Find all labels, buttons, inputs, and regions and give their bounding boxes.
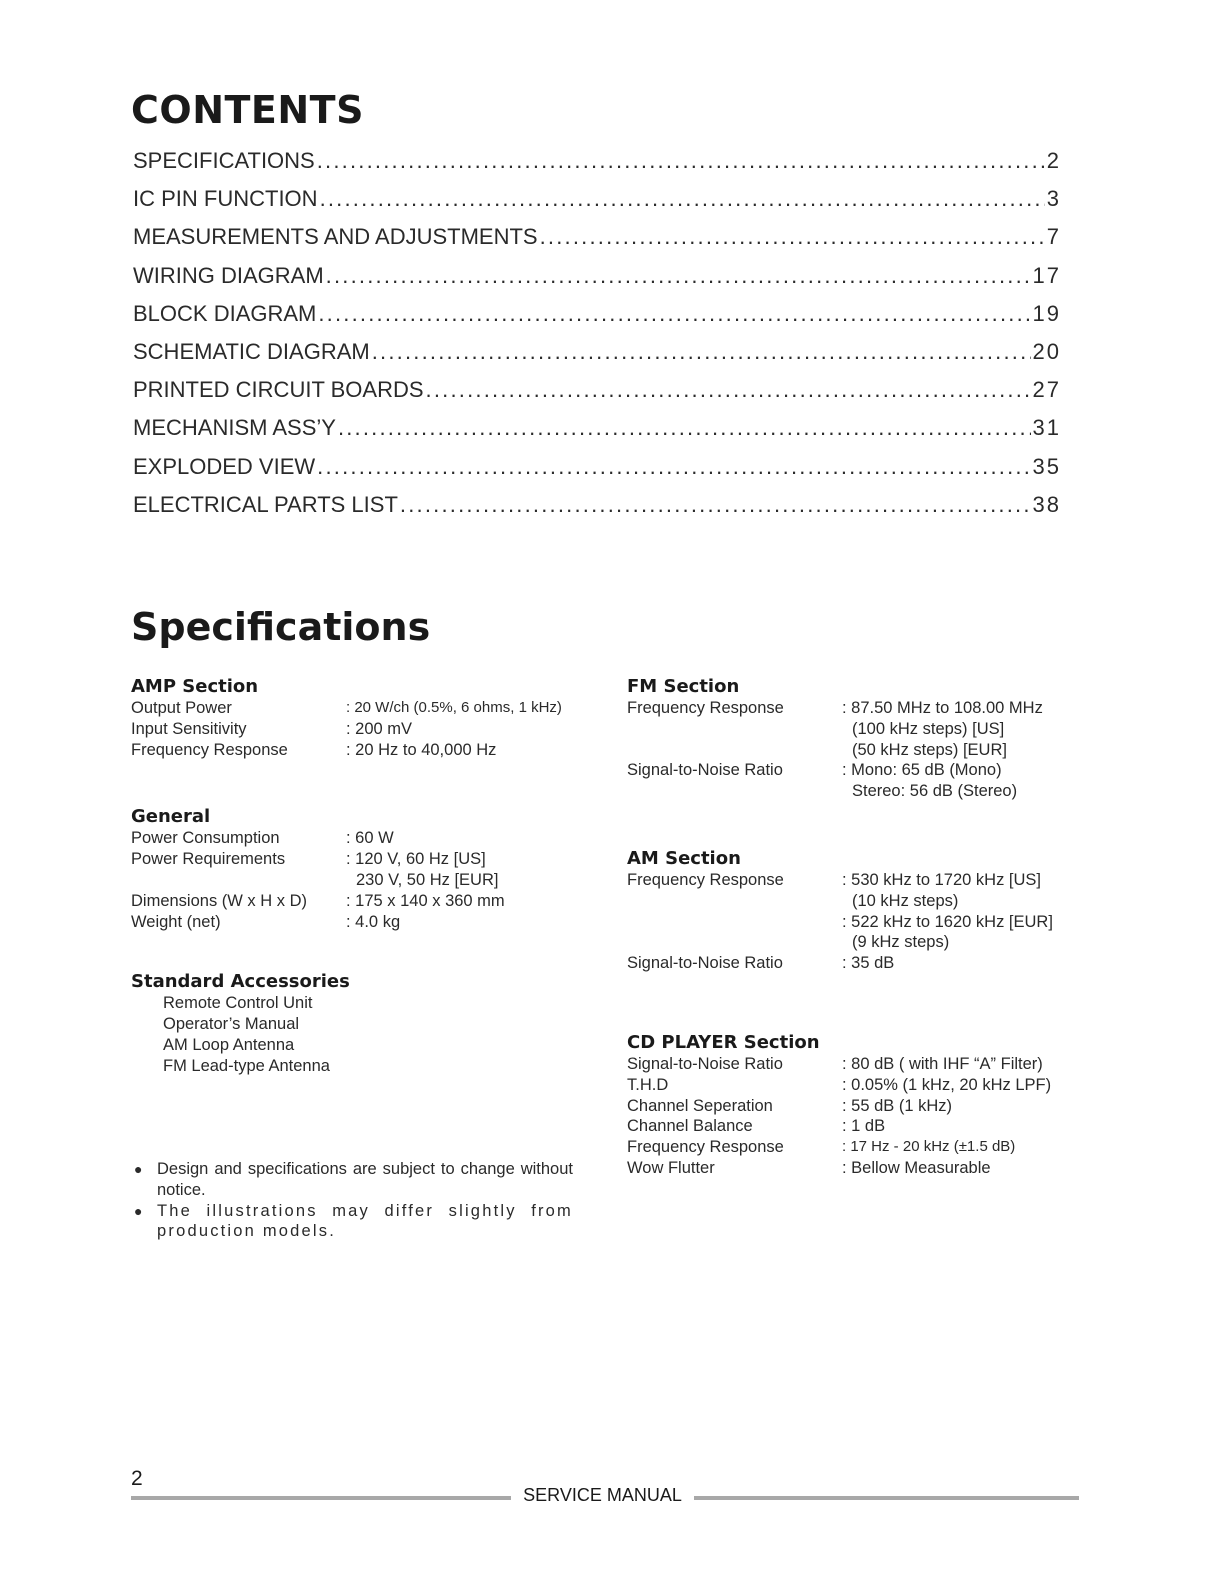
spec-row (131, 740, 591, 761)
toc-entry-title: BLOCK DIAGRAM (133, 300, 317, 326)
toc-entry[interactable] (133, 492, 1061, 530)
toc-entry[interactable] (133, 339, 1061, 377)
contents-heading: CONTENTS (131, 88, 364, 132)
toc-entry-page: 20 (1032, 338, 1061, 364)
toc-entry-title: SCHEMATIC DIAGRAM (133, 338, 370, 364)
toc-entry-title: EXPLODED VIEW (133, 453, 316, 479)
toc-entry-page: 2 (1046, 148, 1061, 173)
accessories-section-title: Standard Accessories (131, 971, 350, 993)
general-section-title: General (131, 806, 211, 828)
toc-entry-page: 3 (1046, 186, 1061, 212)
amp-section (131, 676, 591, 760)
accessory-item: FM Lead-type Antenna (163, 1056, 330, 1075)
specs-right-column (627, 676, 1087, 1179)
spec-value: : 60 W (346, 829, 394, 848)
spec-label: Frequency Response (627, 870, 784, 889)
spec-value-line: 230 V, 50 Hz [EUR] (356, 870, 499, 889)
cd-player-section (627, 1032, 1087, 1179)
general-section (131, 806, 591, 932)
spec-value: : 1 dB (842, 1117, 886, 1136)
toc-entry[interactable] (133, 415, 1061, 453)
toc-entry-page: 27 (1032, 377, 1061, 403)
spec-row (627, 1116, 1087, 1137)
am-section (627, 848, 1087, 974)
note-text: Design and specifications are subject to change without notice. (157, 1160, 573, 1199)
accessory-item: AM Loop Antenna (163, 1035, 295, 1054)
spec-value: : 35 dB (842, 954, 895, 973)
toc-entry[interactable] (133, 377, 1061, 415)
toc-entry[interactable] (133, 263, 1061, 301)
toc-dot-leader (426, 377, 1031, 403)
spec-row (131, 719, 591, 740)
spec-row (131, 828, 591, 849)
spec-row (627, 870, 1087, 953)
toc-entry[interactable] (133, 148, 1061, 186)
spec-label: Dimensions (W x H x D) (131, 891, 308, 910)
toc-entry-page: 35 (1032, 453, 1061, 479)
spec-row (627, 760, 1087, 802)
toc-entry[interactable] (133, 224, 1061, 262)
spec-value (842, 698, 1043, 760)
spec-value-line: : 87.50 MHz to 108.00 MHz (842, 699, 1043, 717)
spec-row (627, 698, 1087, 760)
spec-value: : 20 W/ch (0.5%, 6 ohms, 1 kHz) (346, 699, 562, 716)
toc-entry-page: 38 (1032, 491, 1061, 517)
cd-section-title: CD PLAYER Section (627, 1031, 820, 1053)
spec-value: : 55 dB (1 kHz) (842, 1096, 953, 1115)
toc-dot-leader (326, 263, 1031, 289)
spec-label: Signal-to-Noise Ratio (627, 1054, 783, 1073)
table-of-contents (133, 148, 1061, 530)
toc-entry-title: IC PIN FUNCTION (133, 186, 318, 212)
am-section-title: AM Section (627, 847, 741, 869)
spec-row (131, 849, 591, 891)
toc-dot-leader (540, 224, 1045, 250)
page-number: 2 (131, 1467, 143, 1490)
notes-list (131, 1159, 573, 1242)
bullet-icon: ● (134, 1202, 143, 1219)
spec-value: : 80 dB ( with IHF “A” Filter) (842, 1054, 1043, 1073)
spec-row (131, 891, 591, 912)
spec-label: Frequency Response (627, 699, 784, 717)
footer-rule (131, 1496, 511, 1500)
spec-value: : 17 Hz - 20 kHz (±1.5 dB) (842, 1138, 1016, 1156)
bullet-icon: ● (134, 1161, 143, 1177)
spec-row (627, 1137, 1087, 1158)
note-item (131, 1201, 573, 1243)
spec-value-line: (10 kHz steps) (852, 891, 959, 910)
spec-row (627, 1158, 1087, 1179)
footer-label: SERVICE MANUAL (523, 1485, 682, 1505)
spec-label: Channel Balance (627, 1117, 753, 1136)
spec-value-line: : Mono: 65 dB (Mono) (842, 761, 1002, 780)
spec-value-line: : 120 V, 60 Hz [US] (346, 850, 486, 869)
spec-value-line: : 530 kHz to 1720 kHz [US] (842, 870, 1042, 889)
spec-label: Power Requirements (131, 850, 286, 869)
spec-row (131, 698, 591, 719)
toc-dot-leader (320, 186, 1045, 212)
toc-entry-page: 7 (1046, 224, 1061, 250)
toc-entry-title: MEASUREMENTS AND ADJUSTMENTS (133, 224, 538, 250)
spec-label: T.H.D (627, 1075, 669, 1094)
toc-entry-title: ELECTRICAL PARTS LIST (133, 491, 398, 517)
spec-value-line: : 522 kHz to 1620 kHz [EUR] (842, 912, 1053, 931)
toc-dot-leader (338, 415, 1031, 441)
specifications-heading: Specifications (131, 605, 431, 649)
accessory-item: Remote Control Unit (163, 994, 313, 1013)
toc-dot-leader (400, 492, 1031, 518)
toc-entry[interactable] (133, 454, 1061, 492)
accessory-item: Operator’s Manual (163, 1015, 300, 1034)
spec-value-line: (50 kHz steps) [EUR] (852, 740, 1007, 759)
toc-entry-title: WIRING DIAGRAM (133, 262, 324, 288)
spec-value-line: (9 kHz steps) (852, 933, 950, 952)
spec-label: Wow Flutter (627, 1158, 715, 1177)
spec-label: Signal-to-Noise Ratio (627, 954, 783, 973)
spec-label: Channel Seperation (627, 1096, 773, 1115)
spec-value-line: Stereo: 56 dB (Stereo) (852, 782, 1018, 801)
spec-label: Input Sensitivity (131, 719, 247, 738)
toc-entry-page: 17 (1032, 262, 1061, 288)
spec-label: Frequency Response (627, 1138, 784, 1157)
spec-label: Weight (net) (131, 912, 221, 931)
toc-entry-page: 19 (1032, 300, 1061, 326)
spec-value (842, 870, 1053, 953)
spec-value: : 200 mV (346, 719, 413, 738)
spec-value: : 20 Hz to 40,000 Hz (346, 740, 497, 759)
spec-value: : 4.0 kg (346, 912, 401, 931)
spec-value (842, 760, 1017, 802)
spec-row (627, 1054, 1087, 1075)
toc-entry-title: PRINTED CIRCUIT BOARDS (133, 377, 424, 403)
toc-entry-title: SPECIFICATIONS (133, 148, 315, 173)
spec-label: Power Consumption (131, 829, 280, 848)
amp-section-title: AMP Section (131, 676, 259, 697)
footer-rule (694, 1496, 1079, 1500)
spec-label: Signal-to-Noise Ratio (627, 761, 783, 780)
toc-entry[interactable] (133, 186, 1061, 224)
toc-entry-page: 31 (1032, 415, 1061, 441)
specs-left-column (131, 676, 591, 1077)
spec-row (131, 912, 591, 933)
fm-section-title: FM Section (627, 676, 740, 697)
note-item (131, 1159, 573, 1201)
toc-dot-leader (318, 301, 1030, 327)
toc-entry-title: MECHANISM ASS’Y (133, 415, 336, 441)
spec-value-line: (100 kHz steps) [US] (852, 719, 1005, 738)
spec-label: Output Power (131, 699, 232, 717)
spec-value: : 175 x 140 x 360 mm (346, 891, 505, 910)
toc-dot-leader (372, 339, 1031, 365)
spec-row (627, 953, 1087, 974)
spec-value: : Bellow Measurable (842, 1158, 991, 1177)
spec-row (627, 1096, 1087, 1117)
toc-dot-leader (317, 148, 1045, 174)
spec-label: Frequency Response (131, 740, 288, 759)
note-text: The illustrations may differ slightly from production models. (157, 1201, 573, 1241)
fm-section (627, 676, 1087, 802)
spec-value (346, 849, 498, 891)
accessories-section (131, 971, 591, 1076)
toc-dot-leader (317, 454, 1030, 480)
spec-row (627, 1075, 1087, 1096)
spec-value: : 0.05% (1 kHz, 20 kHz LPF) (842, 1075, 1052, 1094)
toc-entry[interactable] (133, 301, 1061, 339)
